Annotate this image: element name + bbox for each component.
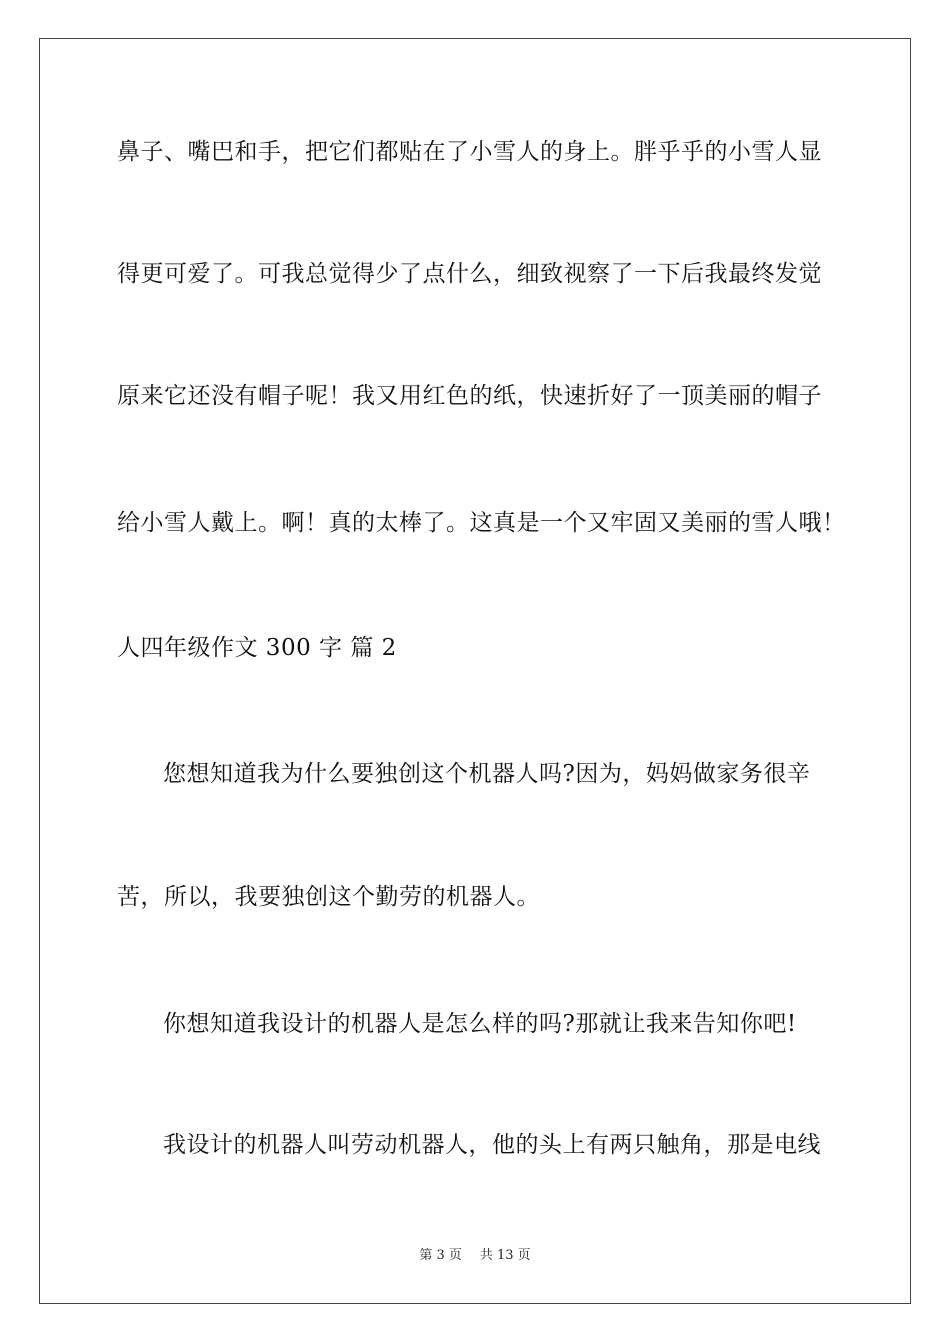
paragraph-line: 鼻子、嘴巴和手，把它们都贴在了小雪人的身上。胖乎乎的小雪人显	[117, 139, 822, 165]
paragraph-line: 我设计的机器人叫劳动机器人，他的头上有两只触角，那是电线	[163, 1132, 821, 1158]
paragraph-line: 您想知道我为什么要独创这个机器人吗?因为，妈妈做家务很辛	[163, 761, 811, 787]
page-number: 第 3 页	[419, 1248, 462, 1263]
paragraph-line: 得更可爱了。可我总觉得少了点什么，细致视察了一下后我最终发觉	[117, 261, 822, 287]
section-heading: 人四年级作文 300 字 篇 2	[117, 635, 397, 661]
paragraph-line: 你想知道我设计的机器人是怎么样的吗?那就让我来告知你吧!	[163, 1011, 797, 1037]
paragraph-line: 原来它还没有帽子呢！我又用红色的纸，快速折好了一顶美丽的帽子	[117, 383, 822, 409]
page-footer	[0, 1247, 950, 1265]
page-frame	[39, 38, 911, 1304]
page-total: 共 13 页	[479, 1248, 531, 1263]
paragraph-line: 给小雪人戴上。啊！真的太棒了。这真是一个又牢固又美丽的雪人哦！	[117, 510, 846, 536]
paragraph-line: 苦，所以，我要独创这个勤劳的机器人。	[117, 884, 540, 910]
